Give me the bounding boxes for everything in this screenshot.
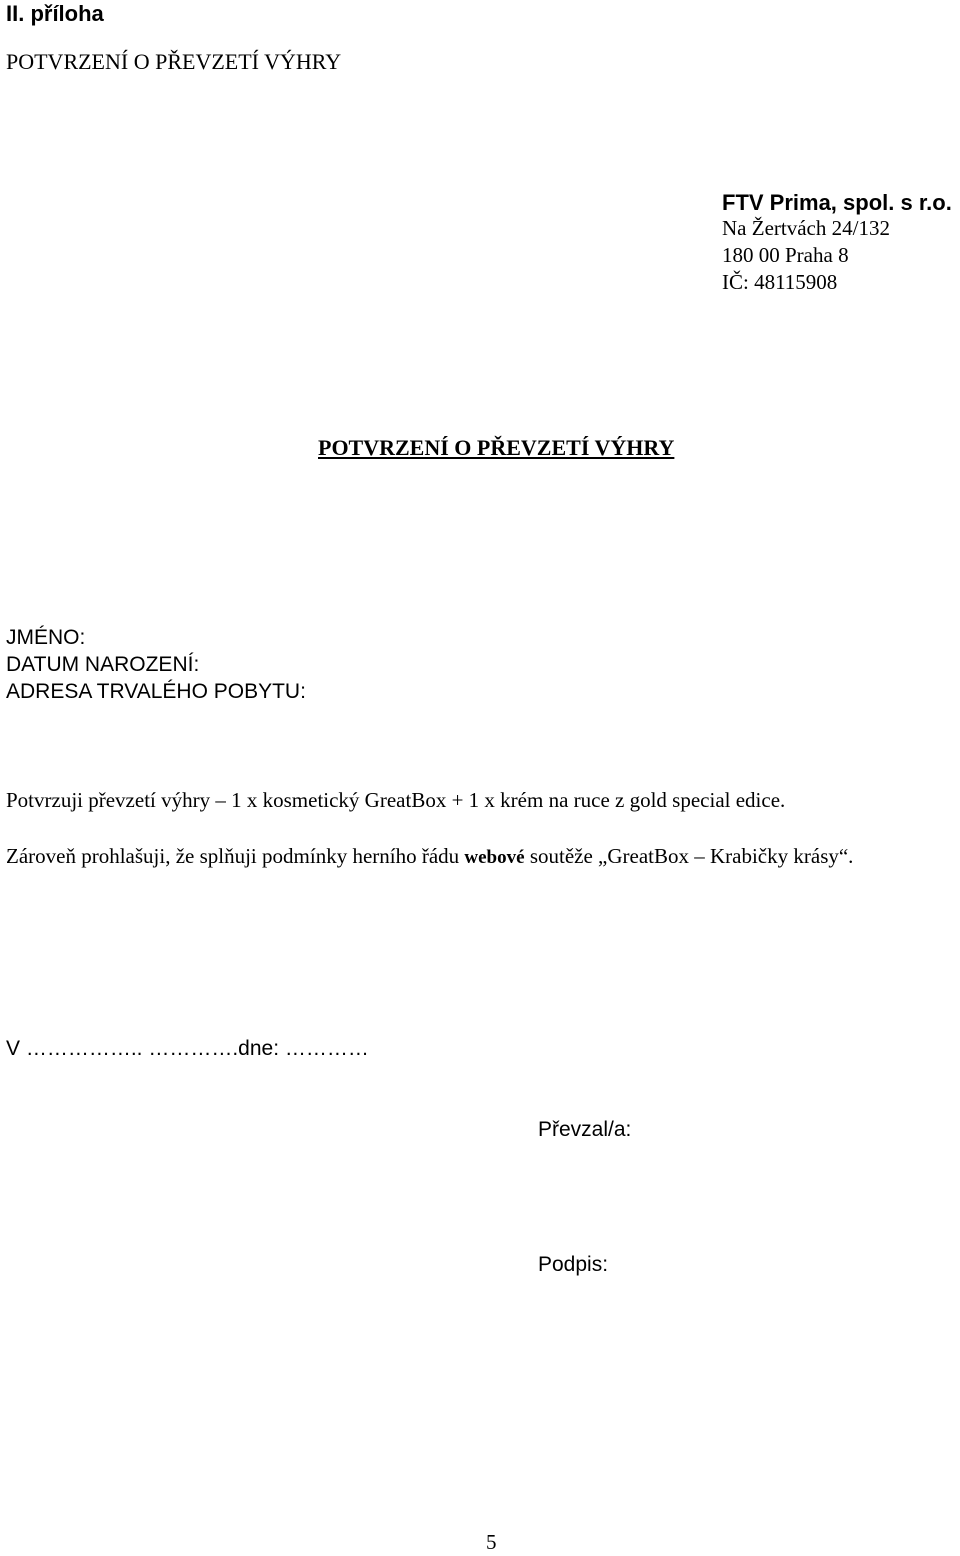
declaration-bold: webové [464, 847, 525, 868]
company-street: Na Žertvách 24/132 [722, 216, 890, 240]
address-label: ADRESA TRVALÉHO POBYTU: [6, 680, 306, 703]
company-name: FTV Prima, spol. s r.o. [722, 190, 952, 215]
received-label: Převzal/a: [538, 1118, 632, 1141]
confirmation-text: Potvrzuji převzetí výhry – 1 x kosmetický GreatBox + 1 x krém na ruce z gold special edice. [6, 788, 786, 812]
birthdate-label: DATUM NAROZENÍ: [6, 653, 200, 676]
company-ico: IČ: 48115908 [722, 270, 838, 294]
appendix-label: II. příloha [6, 1, 104, 26]
appendix-heading: POTVRZENÍ O PŘEVZETÍ VÝHRY [6, 49, 342, 74]
declaration-start: Zároveň prohlašuji, že splňuji podmínky herního řádu [6, 844, 465, 868]
name-label: JMÉNO: [6, 626, 86, 649]
document-title: POTVRZENÍ O PŘEVZETÍ VÝHRY [318, 435, 675, 460]
company-city: 180 00 Praha 8 [722, 243, 849, 267]
place-date-line: V …………….. ………….dne: ………… [6, 1037, 369, 1060]
page-number: 5 [486, 1530, 497, 1554]
declaration-text [6, 843, 853, 871]
declaration-end: soutěže „GreatBox – Krabičky krásy“. [524, 844, 854, 868]
signature-label: Podpis: [538, 1253, 609, 1276]
